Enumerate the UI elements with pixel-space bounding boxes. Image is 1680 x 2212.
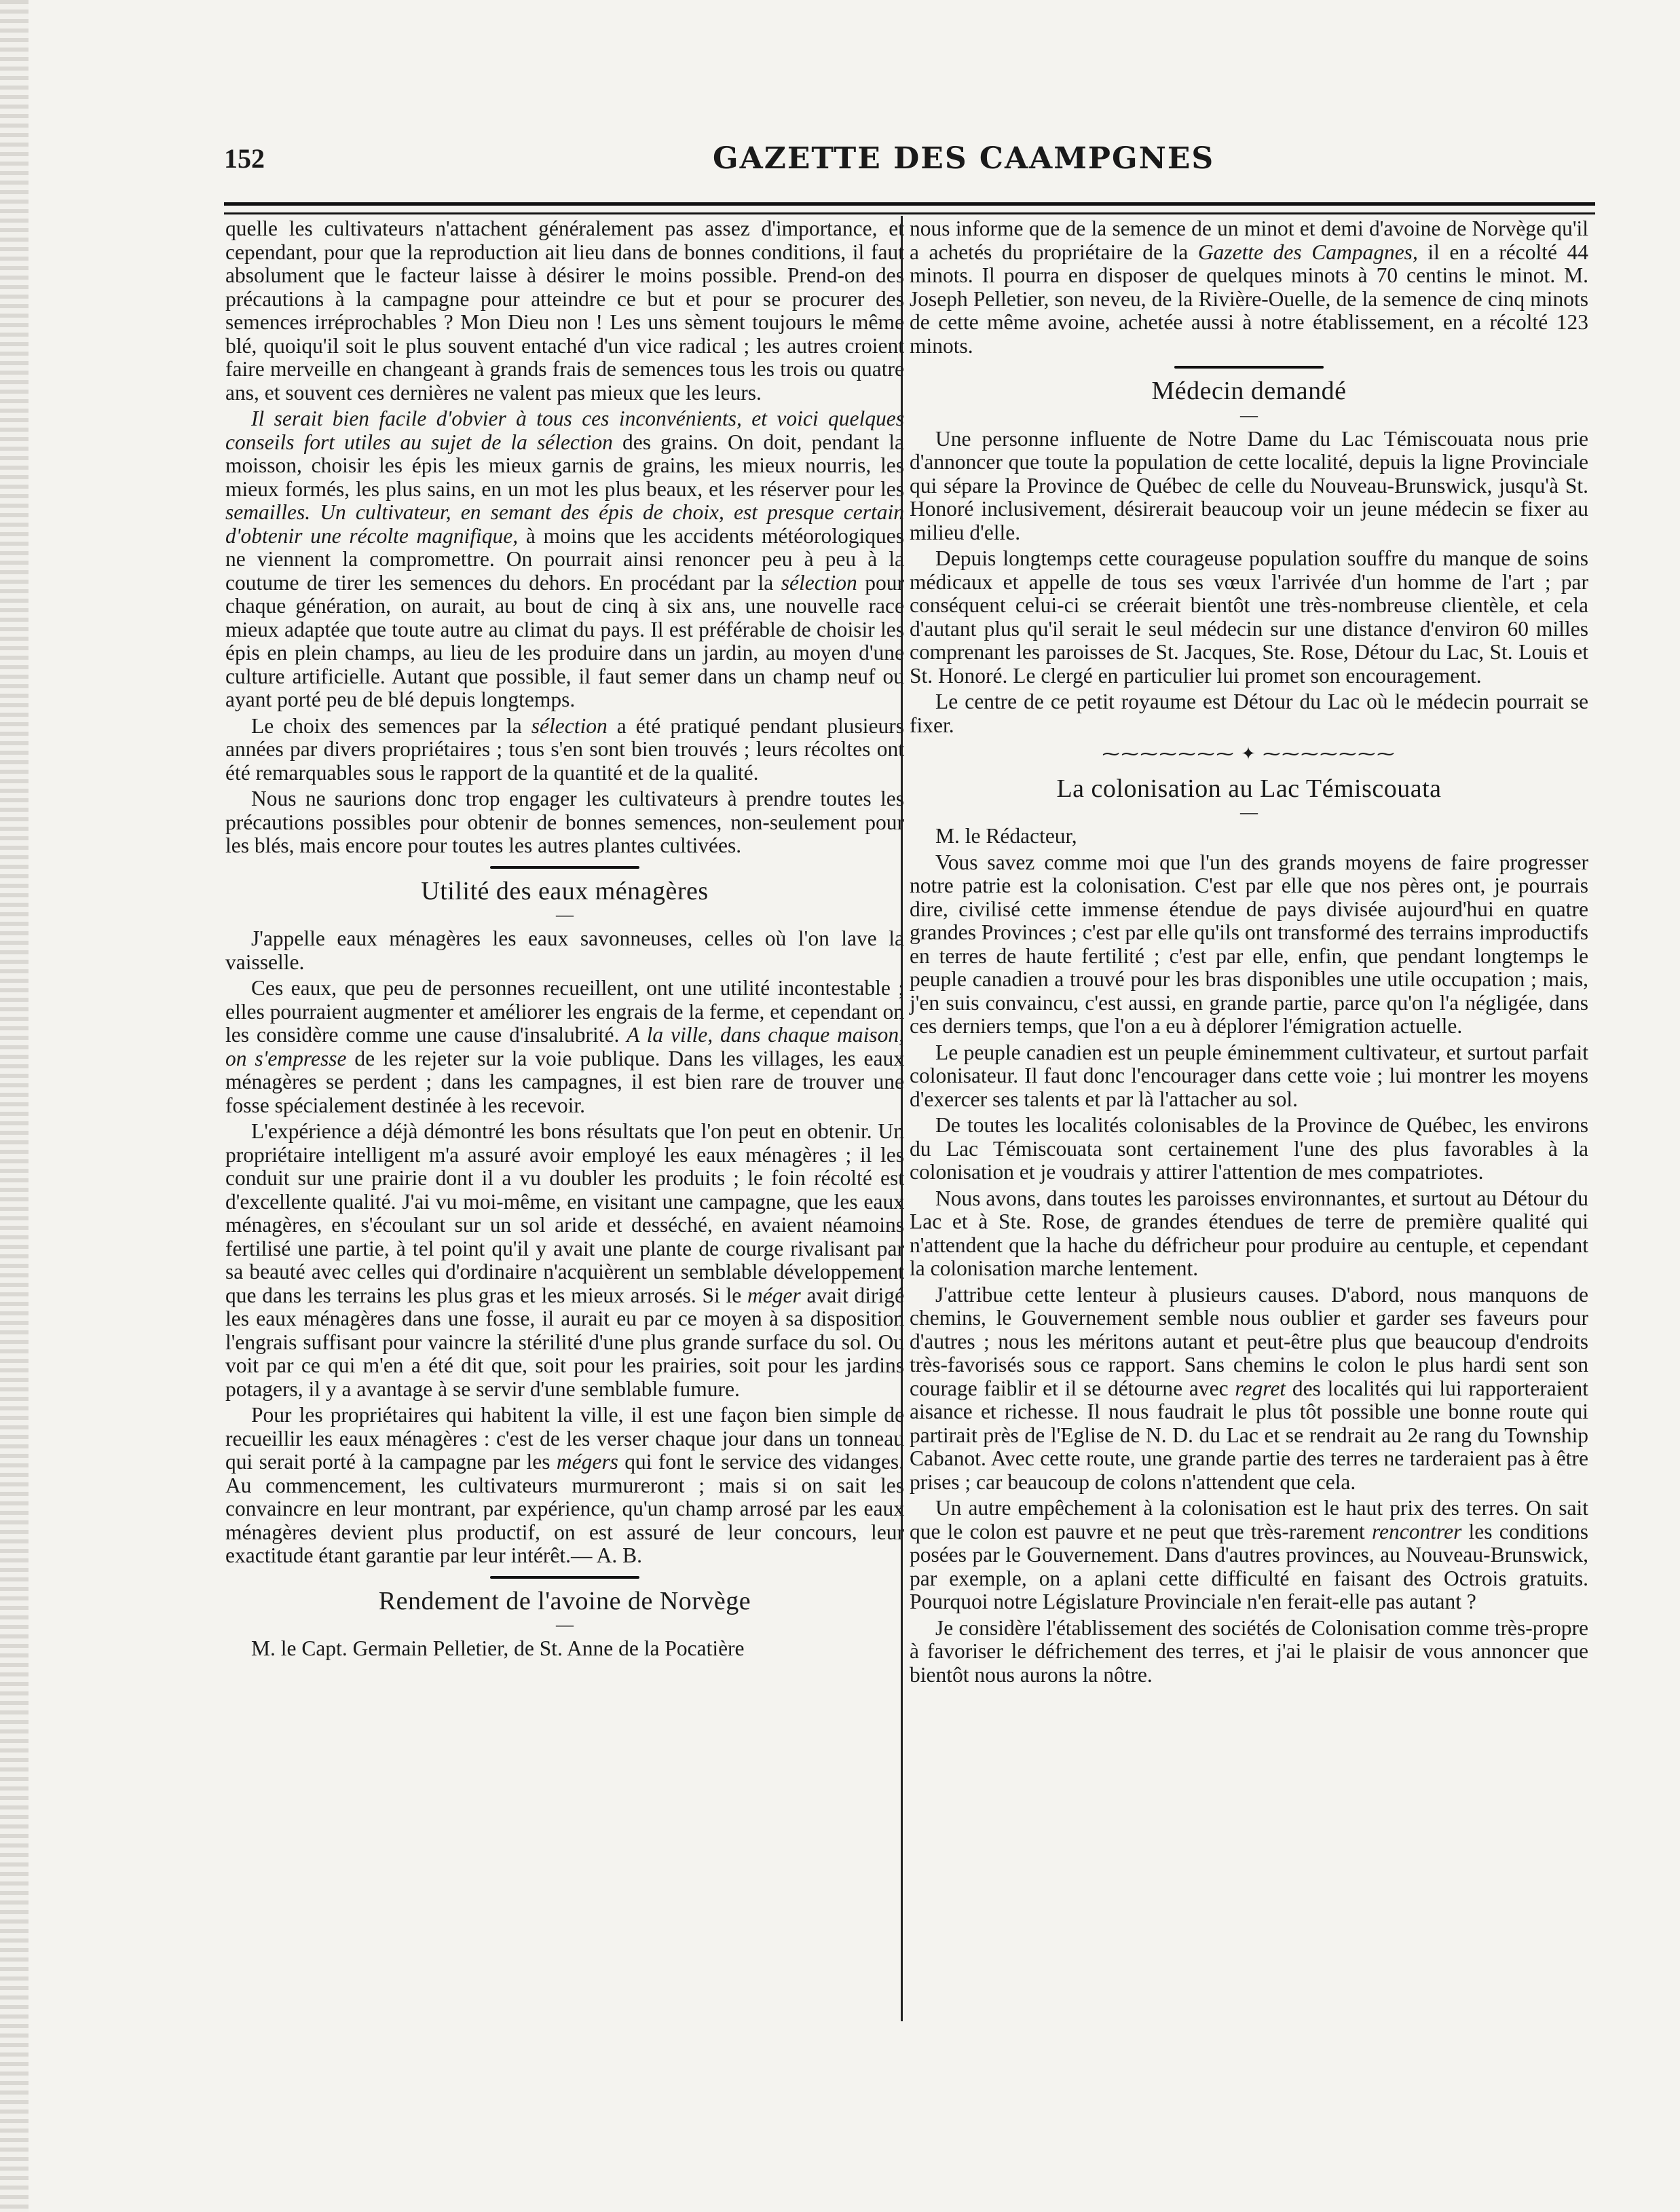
paragraph: Nous ne saurions donc trop engager les cultivateurs à prendre toutes les précautions possibles pour obtenir de bonnes semences, non-seulement pour les blés, mais encore pour toutes les autres plantes cultivées.: [225, 787, 904, 857]
text-run: Le choix des semences par la: [251, 713, 531, 738]
paragraph: Nous avons, dans toutes les paroisses environnantes, et surtout au Détour du Lac et à Ste. Rose, de grandes étendues de terre de première qualité qui n'attendent que la hache du défricheur pour produire au centuple, et cependant la colonisation marche lentement.: [910, 1186, 1588, 1280]
text-run: Pour les propriétaires qui habitent la ville, il est une façon bien simple de recueillir les eaux ménagères : c'est de les verser chaque jour dans un tonneau qui serait porté à la campagne par les: [225, 1403, 904, 1474]
paragraph: J'appelle eaux ménagères les eaux savonneuses, celles où l'on lave la vaisselle.: [225, 926, 904, 974]
italic-text: semailles. Un cultivateur, en semant des épis de choix, est presque certain d'obtenir une récolte magnifique,: [225, 500, 904, 548]
text-run: J'attribue cette lenteur à plusieurs causes. D'abord, nous manquons de chemins, le Gouvernement semble nous oublier et garder ses faveurs pour d'autres ; nous les méritons autant et peut-être plus que beaucoup d'endroits très-favorisés sous ce rapport. Sans chemins le colon le plus hardi sent son courage faiblir et il se détourne avec: [910, 1282, 1588, 1400]
section-separator: [490, 866, 639, 869]
left-column: [225, 217, 904, 1664]
paragraph: [225, 1404, 904, 1568]
section-title-avoine-norvege: Rendement de l'avoine de Norvège: [378, 1586, 751, 1615]
section-title-eaux-menageres: Utilité des eaux ménagères: [421, 876, 709, 905]
text-run: a été pratiqué pendant plusieurs années par divers propriétaires ; tous s'en sont bien trouvés ; leurs récoltes ont été remarquables sous le rapport de la quantité et de la qualité.: [225, 713, 904, 785]
paragraph: Je considère l'établissement des sociétés de Colonisation comme très-propre à favoriser le défrichement des terres, et j'ai le plaisir de vous annoncer que bientôt nous aurons la nôtre.: [910, 1615, 1588, 1687]
text-run: nous informe que de la semence de un minot et demi d'avoine de Norvège qu'il a achetés du propriétaire de la: [910, 217, 1588, 264]
section-title-medecin: Médecin demandé: [1151, 377, 1347, 405]
text-run: de les rejeter sur la voie publique. Dans les villages, les eaux ménagères se perdent ; dans les campagnes, il est bien rare de trouver une fosse spécialement destinée à les recevoir.: [225, 1046, 904, 1117]
italic-text: sélection: [531, 713, 608, 738]
paragraph: Une personne influente de Notre Dame du Lac Témiscouata nous prie d'annoncer que toute la population de cette localité, depuis la ligne Provinciale qui sépare la Province de Québec de celle du Nouveau-Brunswick, jusqu'à St. Honoré inclusivement, désirerait beaucoup voir un jeune médecin se fixer au milieu d'elle.: [910, 426, 1588, 544]
page-header: [224, 136, 1595, 183]
section-title-colonisation: La colonisation au Lac Témiscouata: [1056, 774, 1442, 803]
italic-text: Il serait bien facile d'obvier à tous ces inconvénients, et voici quelques conseils fort utiles au sujet de la: [225, 407, 904, 454]
text-run: il en a récolté 44 minots. Il pourra en disposer de quelques minots à 70 centins le minot. M. Joseph Pelletier, son neveu, de la Rivière-Ouelle, de la semence de cinq minots de cette même avoine, achetée aussi à notre établissement, en a récolté 123 minots.: [910, 240, 1588, 358]
title-dash: —: [556, 905, 574, 924]
text-run: à moins que les accidents météorologiques ne viennent la compromettre. On pourrait ainsi renoncer peu à peu à la coutume de tirer les semences du dehors. En procédant par la: [225, 523, 904, 595]
section-separator: [490, 1576, 639, 1579]
text-run: pour chaque génération, on aurait, au bout de cinq à six ans, une nouvelle race mieux adaptée que toute autre au climat du pays. Il est préférable de choisir les épis en plein champs, au lieu de les produire dans un jardin, au moyen d'une culture artificielle. Autant que possible, il faut semer dans un champ neuf ou ayant porté peu de blé depuis longtemps.: [225, 570, 904, 711]
paragraph: [225, 977, 904, 1117]
italic-text: Gazette des Campagnes,: [1197, 240, 1418, 264]
paragraph: [910, 1497, 1588, 1614]
header-rule: [224, 202, 1595, 214]
paragraph: De toutes les localités colonisables de la Province de Québec, les environs du Lac Témiscouata sont certainement l'une des plus favorables à la colonisation et je voudrais y attirer l'attention de mes compatriotes.: [910, 1113, 1588, 1184]
paragraph: M. le Capt. Germain Pelletier, de St. Anne de la Pocatière: [251, 1636, 745, 1660]
page-number: 152: [224, 143, 265, 174]
italic-text: regret: [1235, 1376, 1286, 1400]
paragraph: quelle les cultivateurs n'attachent généralement pas assez d'importance, et cependant, pour que la reproduction ait lieu dans de bonnes conditions, il faut absolument que le facteur laisse à désirer le moins possible. Prend-on des précautions à la campagne pour atteindre ce but et pour se procurer des semences irréprochables ? Mon Dieu non ! Les uns sèment toujours le même blé, quoiqu'il soit le plus souvent entaché d'un vice radical ; les autres croient faire merveille en changeant à grands frais de semences tous les trois ou quatre ans, et souvent ces dernières ne valent pas mieux que les leurs.: [225, 217, 904, 405]
paragraph: [225, 407, 904, 712]
paragraph: [225, 1120, 904, 1401]
section-separator: [1174, 366, 1324, 369]
title-dash: —: [1240, 802, 1258, 822]
text-run: L'expérience a déjà démontré les bons résultats que l'on peut en obtenir. Un propriétaire intelligent m'a assuré avoir employé les eaux ménagères ; il les conduit sur une prairie dont il a vu doubler les produits ; le foin récolté est d'excellente qualité. J'ai vu moi-même, en visitant une campagne, que les eaux ménagères, en s'écoulant sur un sol aride et desséché, en avaient néamoins fertilisé une partie, à tel point qu'il y avait une plante de courge rivalisant par sa beauté avec celles qui d'ordinaire n'acquièrent un semblable développement que dans les terrains les plus gras et les mieux arrosés. Si le: [225, 1119, 904, 1307]
paragraph: [225, 715, 904, 785]
text-run: avait dirigé les eaux ménagères dans une fosse, il aurait eu par ce moyen à sa disposition l'engrais suffisant pour vaincre la stérilité d'une plus grande surface du sol. Ou voit par ce qui m'en a été dit que, soit pour les prairies, soit pour les jardins potagers, il y a avantage à se servir d'une semblable fumure.: [225, 1283, 904, 1401]
scan-edge: [0, 0, 29, 2212]
paragraph: [910, 217, 1588, 358]
italic-text: sélection: [781, 570, 857, 595]
text-run: qui font le service des vidanges. Au commencement, les cultivateurs murmureront ; mais si on sait les convaincre en leur montrant, par expérience, qu'un champ arrosé par les eaux ménagères devient plus productif, on est assuré de leur concours, leur exactitude étant garantie par leur intérêt.— A. B.: [225, 1450, 905, 1567]
text-run: Ces eaux, que peu de personnes recueillent, ont une utilité incontestable ; elles pourraient augmenter et améliorer les engrais de la ferme, et cependant on les considère comme une cause d'insalubrité.: [225, 976, 904, 1047]
paragraph: Vous savez comme moi que l'un des grands moyens de faire progresser notre patrie est la colonisation. C'est par elle que nos pères ont, je pourrais dire, civilisé cette immense étendue de pays divisée aujourd'hui en quatre grandes Provinces ; c'est par elle qu'ils ont transformé des terrains improductifs en terres de haute fertilité ; c'est par elle, enfin, que pendant longtemps le peuple canadien a trouvé pour les bras disponibles une utile occupation ; mais, j'en suis convaincu, c'est aussi, en grande partie, parce qu'on l'a négligée, dans ces derniers temps, que l'on a eu à déplorer l'émigration actuelle.: [910, 850, 1588, 1038]
text-run: des grains. On doit, pendant la moisson, choisir les épis les mieux garnis de grains, les mieux nourris, les mieux formés, les plus sains, en un mot les plus beaux, et les réserver pour les: [225, 430, 905, 501]
text-run: des localités qui lui rapporteraient aisance et richesse. Il nous faudrait le plus tôt possible une bonne route qui partirait près de l'Eglise de N. D. du Lac et se rendrait au 2e rang du Township Cabanot. Avec cette route, une grande partie des terres ne tarderaient pas à être prises ; car beaucoup de colons n'attendent que cela.: [910, 1376, 1589, 1494]
title-dash: —: [1240, 405, 1258, 425]
paragraph: Depuis longtemps cette courageuse population souffre du manque de soins médicaux et appelle de tous ses vœux l'arrivée d'un homme de l'art ; par conséquent celui-ci se créerait bientôt une très-nombreuse clientèle, et cela d'autant plus qu'il serait le seul médecin sur une distance d'environ 60 milles comprenant les paroisses de St. Jacques, Ste. Rose, Détour du Lac, St. Louis et St. Honoré. Le clergé en particulier lui promet son encouragement.: [910, 546, 1588, 688]
ornament-divider: ⁓⁓⁓⁓⁓⁓⁓ ✦ ⁓⁓⁓⁓⁓⁓⁓: [1102, 744, 1396, 764]
italic-text: sélection: [536, 430, 613, 454]
paragraph: [910, 1283, 1588, 1495]
italic-text: méger: [747, 1283, 801, 1307]
title-dash: —: [556, 1615, 574, 1634]
masthead-title: GAZETTE DES CAAMPGNES: [713, 141, 1215, 176]
italic-text: A la ville, dans chaque maison, on s'empresse: [225, 1023, 904, 1070]
text-run: les conditions posées par le Gouvernement. Dans d'autres provinces, au Nouveau-Brunswick, par exemple, on a aplani cette difficulté en faisant des Octrois gratuits. Pourquoi notre Législature Provinciale n'en ferait-elle pas autant ?: [910, 1519, 1588, 1613]
letter-greeting: M. le Rédacteur,: [935, 824, 1077, 848]
italic-text: mégers: [556, 1450, 618, 1474]
right-column: [910, 217, 1588, 1689]
paragraph: Le centre de ce petit royaume est Détour du Lac où le médecin pourrait se fixer.: [910, 690, 1588, 737]
paragraph: Le peuple canadien est un peuple éminemment cultivateur, et surtout parfait colonisateur. Il faut donc l'encourager dans cette voie ; lui montrer les moyens d'exercer ses talents et par là l'attacher au sol.: [910, 1040, 1588, 1111]
italic-text: rencontrer: [1371, 1519, 1462, 1543]
text-run: Un autre empêchement à la colonisation est le haut prix des terres. On sait que le colon est pauvre et ne peut que très-rarement: [910, 1496, 1588, 1543]
